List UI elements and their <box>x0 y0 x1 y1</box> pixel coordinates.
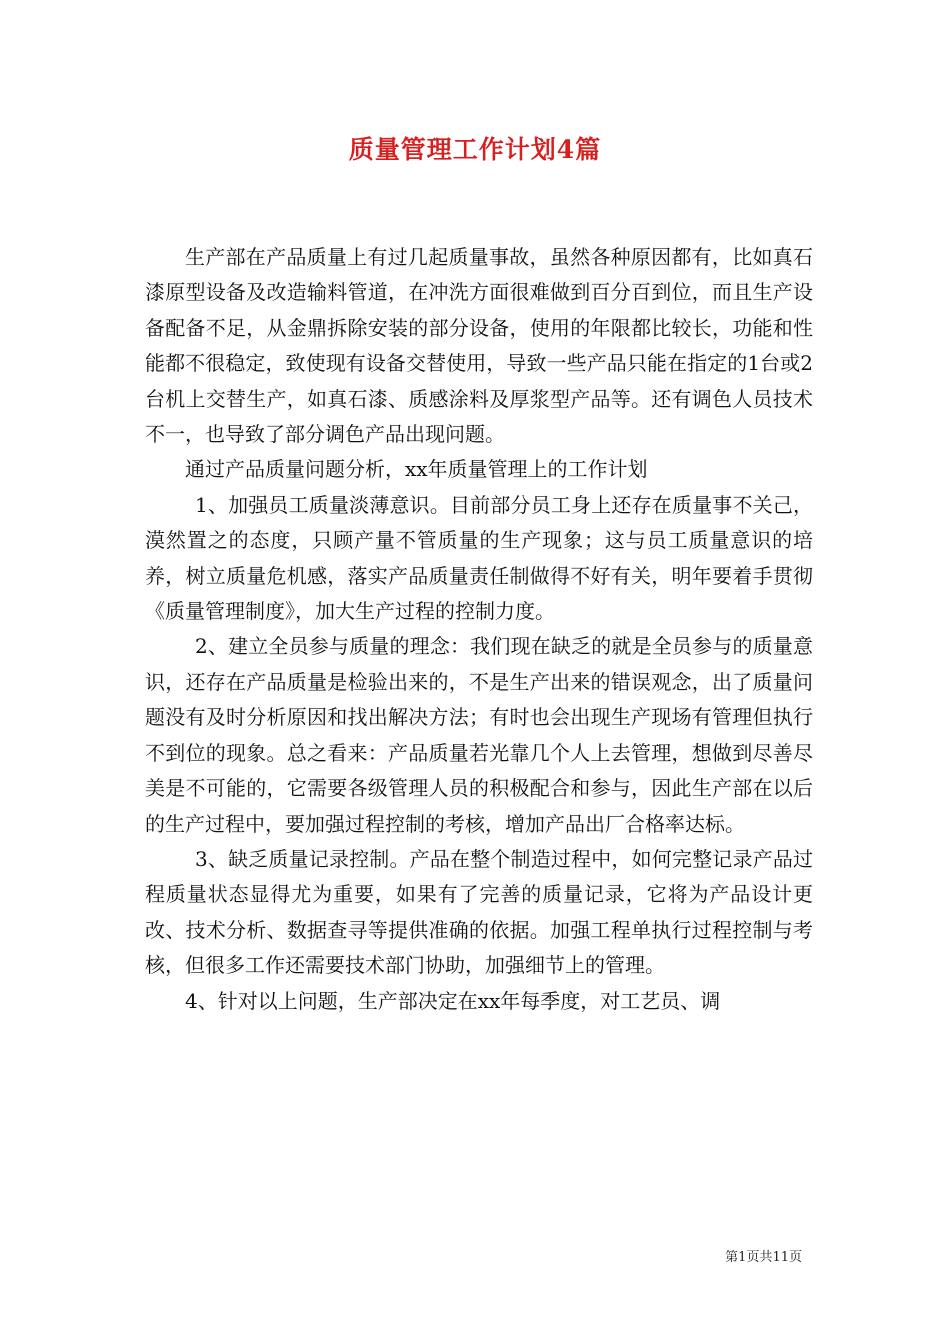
paragraph-item-1: 1、加强员工质量淡薄意识。目前部分员工身上还存在质量事不关己，漠然置之的态度，只顾产量不管质量的生产现象；这与员工质量意识的培养，树立质量危机感，落实产品质量责任制做得不好有关，明年要着手贯彻《质量管理制度》，加大生产过程的控制力度。 <box>145 492 813 624</box>
document-body <box>145 240 813 1019</box>
paragraph-item-4: 4、针对以上问题，生产部决定在xx年每季度，对工艺员、调 <box>185 988 721 1013</box>
paragraph-plan-heading: 通过产品质量问题分析，xx年质量管理上的工作计划 <box>185 457 648 482</box>
paragraph-item-2: 2、建立全员参与质量的理念：我们现在缺乏的就是全员参与的质量意识，还存在产品质量是检验出来的，不是生产出来的错误观念，出了质量问题没有及时分析原因和找出解决方法；有时也会出现生产现场有管理但执行不到位的现象。总之看来：产品质量若光靠几个人上去管理，想做到尽善尽美是不可能的，它需要各级管理人员的积极配合和参与，因此生产部在以后的生产过程中，要加强过程控制的考核，增加产品出厂合格率达标。 <box>145 634 813 836</box>
document-title: 质量管理工作计划4篇 <box>348 135 602 164</box>
paragraph-intro: 生产部在产品质量上有过几起质量事故，虽然各种原因都有，比如真石漆原型设备及改造输料管道，在冲洗方面很难做到百分百到位，而且生产设备配备不足，从金鼎拆除安装的部分设备，使用的年限都比较长，功能和性能都不很稳定，致使现有设备交替使用，导致一些产品只能在指定的1台或2台机上交替生产，如真石漆、质感涂料及厚浆型产品等。还有调色人员技术不一，也导致了部分调色产品出现问题。 <box>145 245 813 447</box>
paragraph-item-3: 3、缺乏质量记录控制。产品在整个制造过程中，如何完整记录产品过程质量状态显得尤为重要，如果有了完善的质量记录，它将为产品设计更改、技术分析、数据查寻等提供准确的依据。加强工程单执行过程控制与考核，但很多工作还需要技术部门协助，加强细节上的管理。 <box>145 846 813 978</box>
page-number: 第1页共11页 <box>725 1250 802 1265</box>
